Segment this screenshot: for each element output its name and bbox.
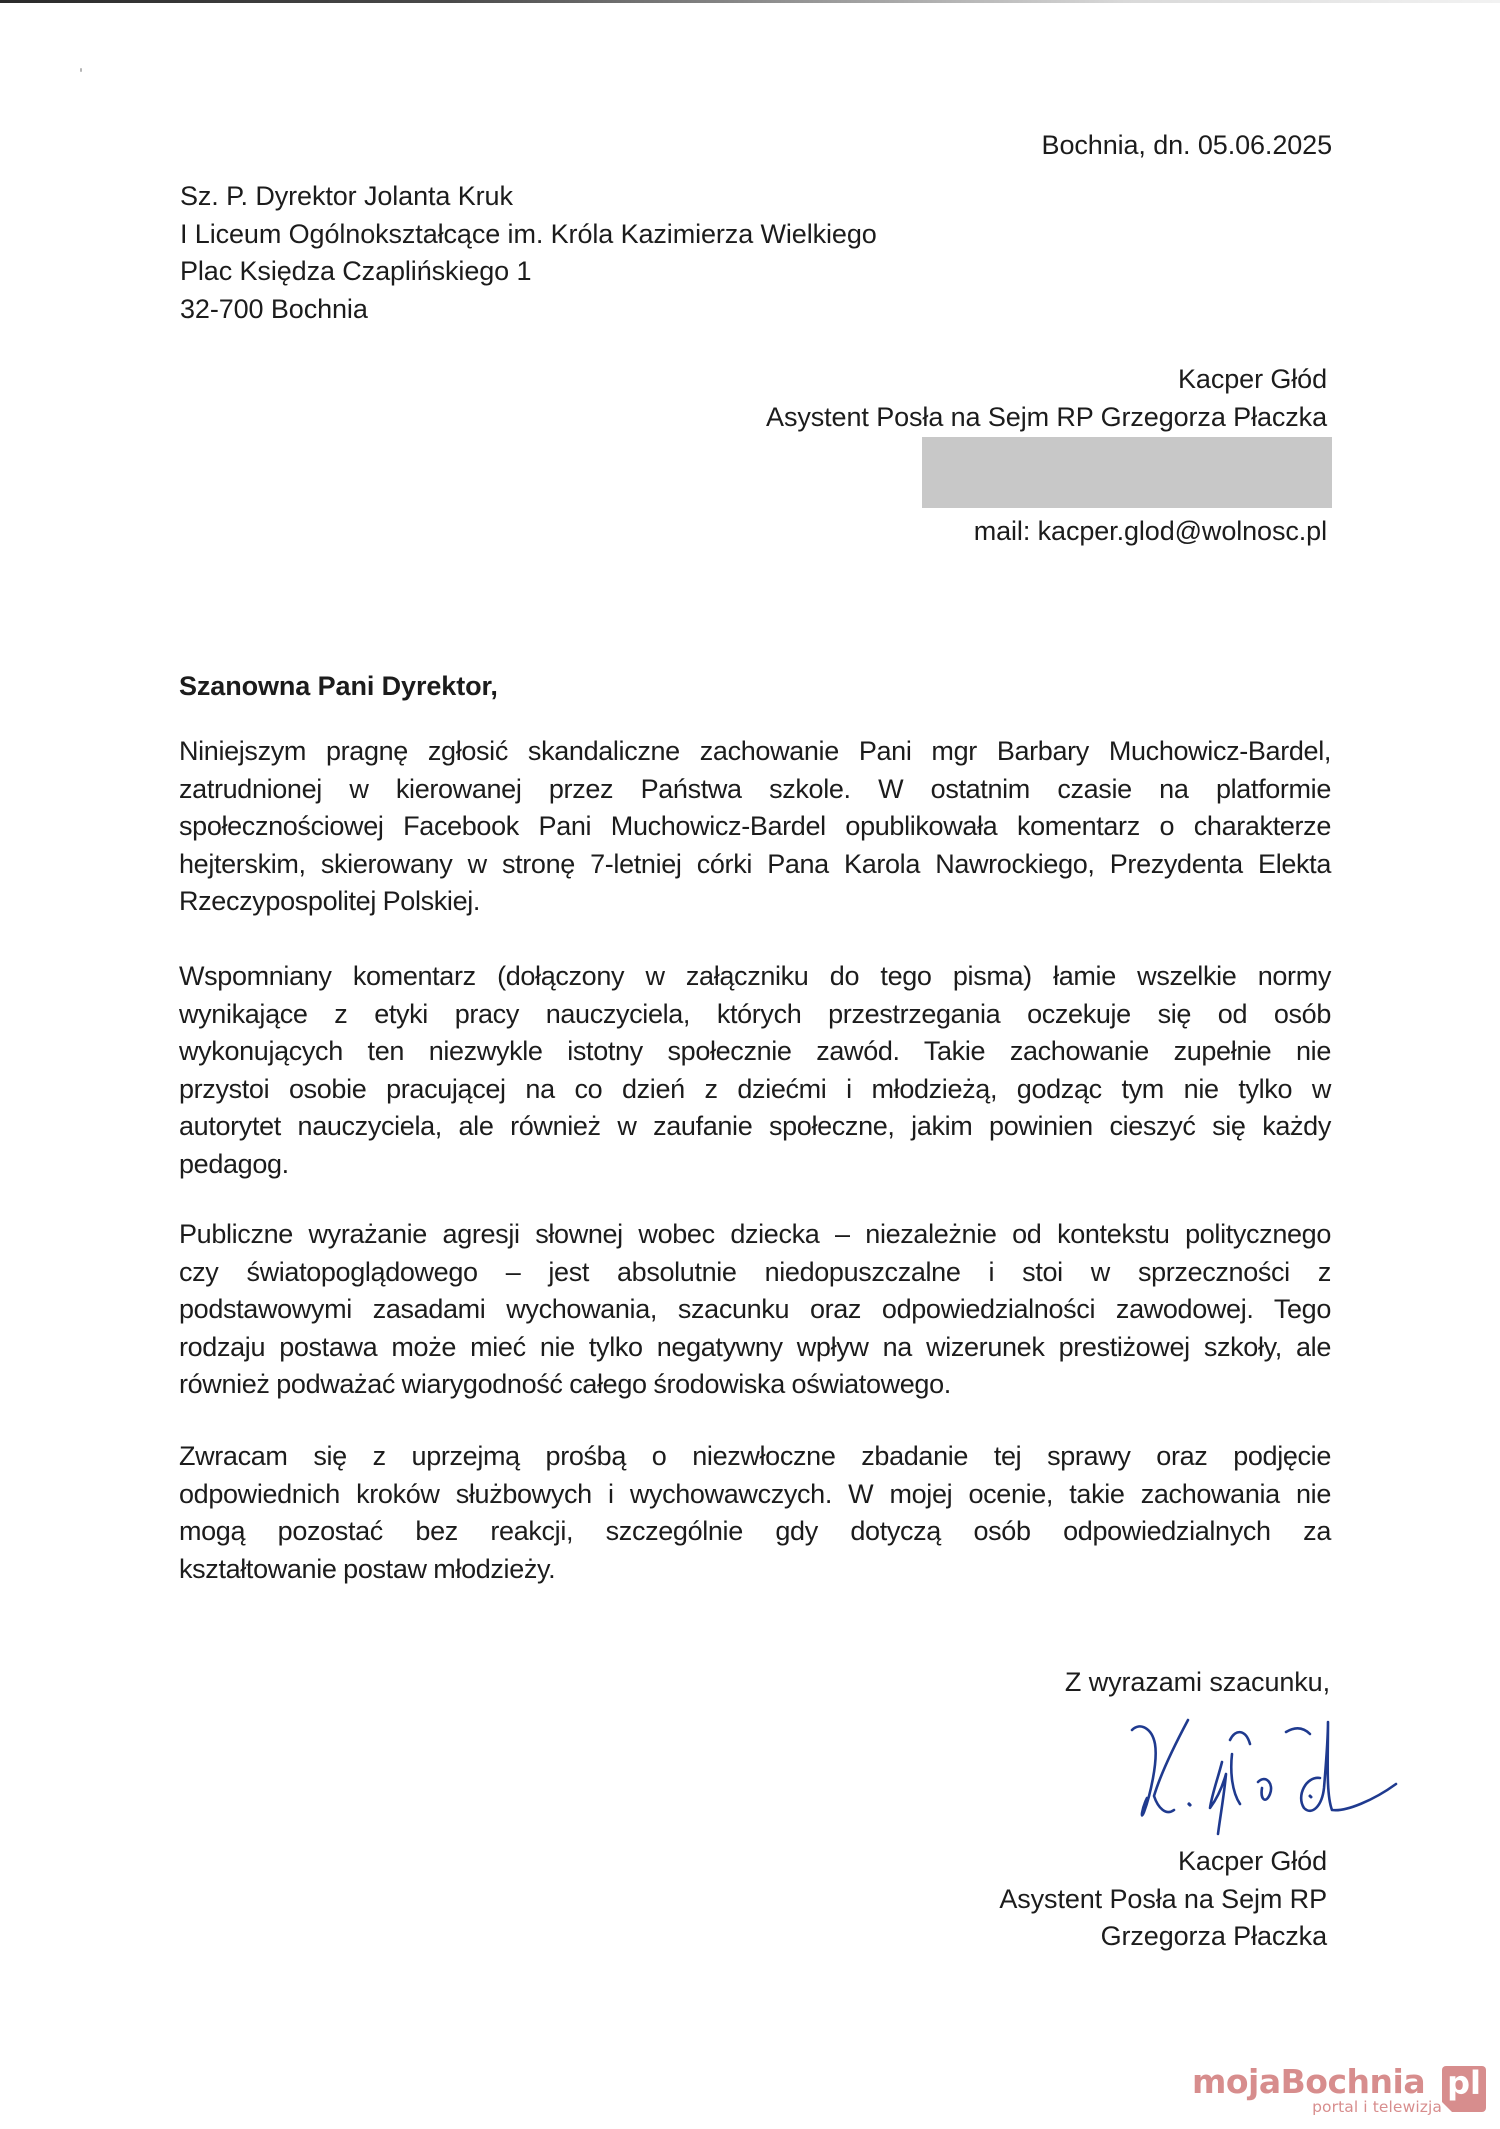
body-paragraph-4 xyxy=(179,1438,1331,1588)
closing-sender-line: Asystent Posła na Sejm RP xyxy=(999,1883,1327,1914)
body-paragraph-3 xyxy=(179,1216,1331,1404)
paragraph-line: Zwracam się z uprzejmą prośbą o niezwłoczne zbadanie tej sprawy oraz podjęcie xyxy=(179,1441,1331,1471)
signature-icon xyxy=(1100,1700,1400,1840)
paragraph-line: rodzaju postawa może mieć nie tylko negatywny wpływ na wizerunek prestiżowej szkoły, ale xyxy=(179,1331,1331,1362)
body-paragraph-1 xyxy=(179,733,1331,921)
paragraph-line: przystoi osobie pracującej na co dzień z dziećmi i młodzieżą, godząc tym nie tylko w xyxy=(179,1073,1331,1104)
scan-edge-shadow xyxy=(0,0,1500,3)
paragraph-line: wynikające z etyki pracy nauczyciela, których przestrzegania oczekuje się od osób xyxy=(179,998,1331,1029)
closing-sender-line: Grzegorza Płaczka xyxy=(1100,1921,1327,1951)
paragraph-line: podstawowymi zasadami wychowania, szacunku oraz odpowiedzialności zawodowej. Tego xyxy=(179,1294,1331,1324)
place-date: Bochnia, dn. 05.06.2025 xyxy=(1041,130,1332,160)
paragraph-line: wykonujących ten niezwykle istotny społecznie zawód. Takie zachowanie zupełnie nie xyxy=(179,1036,1331,1066)
recipient-line: 32-700 Bochnia xyxy=(180,293,368,324)
sender-email: mail: kacper.glod@wolnosc.pl xyxy=(973,516,1327,546)
paragraph-line: zatrudnionej w kierowanej przez Państwa szkole. W ostatnim czasie na platformie xyxy=(179,773,1331,804)
paragraph-line: Rzeczypospolitej Polskiej. xyxy=(179,886,481,916)
paragraph-line: społecznościowej Facebook Pani Muchowicz-Bardel opublikowała komentarz o charakterze xyxy=(179,811,1331,841)
paragraph-line: mogą pozostać bez reakcji, szczególnie gdy dotyczą osób odpowiedzialnych za xyxy=(179,1516,1331,1546)
paragraph-line: również podważać wiarygodność całego środowiska oświatowego. xyxy=(179,1369,951,1399)
watermark-tld-badge: pl xyxy=(1442,2066,1486,2112)
salutation: Szanowna Pani Dyrektor, xyxy=(179,671,498,701)
recipient-line: Plac Księdza Czaplińskiego 1 xyxy=(180,256,532,286)
paragraph-line: odpowiednich kroków służbowych i wychowawczych. W mojej ocenie, takie zachowania nie xyxy=(179,1478,1331,1509)
recipient-address xyxy=(180,178,877,328)
paragraph-line: kształtowanie postaw młodzieży. xyxy=(179,1553,556,1584)
mojabochnia-watermark xyxy=(1190,2062,1490,2124)
body-paragraph-2 xyxy=(179,958,1331,1183)
closing-sender-line: Kacper Głód xyxy=(1178,1846,1327,1876)
recipient-line: Sz. P. Dyrektor Jolanta Kruk xyxy=(180,181,513,211)
paragraph-line: pedagog. xyxy=(179,1148,289,1179)
redacted-contact-block xyxy=(922,437,1332,508)
paragraph-line: Wspomniany komentarz (dołączony w załączniku do tego pisma) łamie wszelkie normy xyxy=(179,961,1331,991)
closing-sender-block xyxy=(999,1843,1327,1956)
paragraph-line: Publiczne wyrażanie agresji słownej wobec dziecka – niezależnie od kontekstu politycznego xyxy=(179,1219,1331,1249)
watermark-brand: mojaBochnia xyxy=(1192,2062,1426,2101)
paragraph-line: hejterskim, skierowany w stronę 7-letniej córki Pana Karola Nawrockiego, Prezydenta Elekta xyxy=(179,848,1331,879)
closing-phrase: Z wyrazami szacunku, xyxy=(1064,1667,1330,1697)
sender-block xyxy=(766,361,1327,436)
scan-speck xyxy=(80,68,82,72)
sender-title: Asystent Posła na Sejm RP Grzegorza Płaczka xyxy=(766,401,1327,432)
paragraph-line: Niniejszym pragnę zgłosić skandaliczne zachowanie Pani mgr Barbary Muchowicz-Bardel, xyxy=(179,736,1331,766)
recipient-line: I Liceum Ogólnokształcące im. Króla Kazimierza Wielkiego xyxy=(180,218,877,249)
paragraph-line: autorytet nauczyciela, ale również w zaufanie społeczne, jakim powinien cieszyć się każdy xyxy=(179,1111,1331,1141)
sender-name: Kacper Głód xyxy=(1178,364,1327,394)
watermark-tagline: portal i telewizja xyxy=(1312,2098,1442,2116)
paragraph-line: czy światopoglądowego – jest absolutnie niedopuszczalne i stoi w sprzeczności z xyxy=(179,1256,1331,1287)
